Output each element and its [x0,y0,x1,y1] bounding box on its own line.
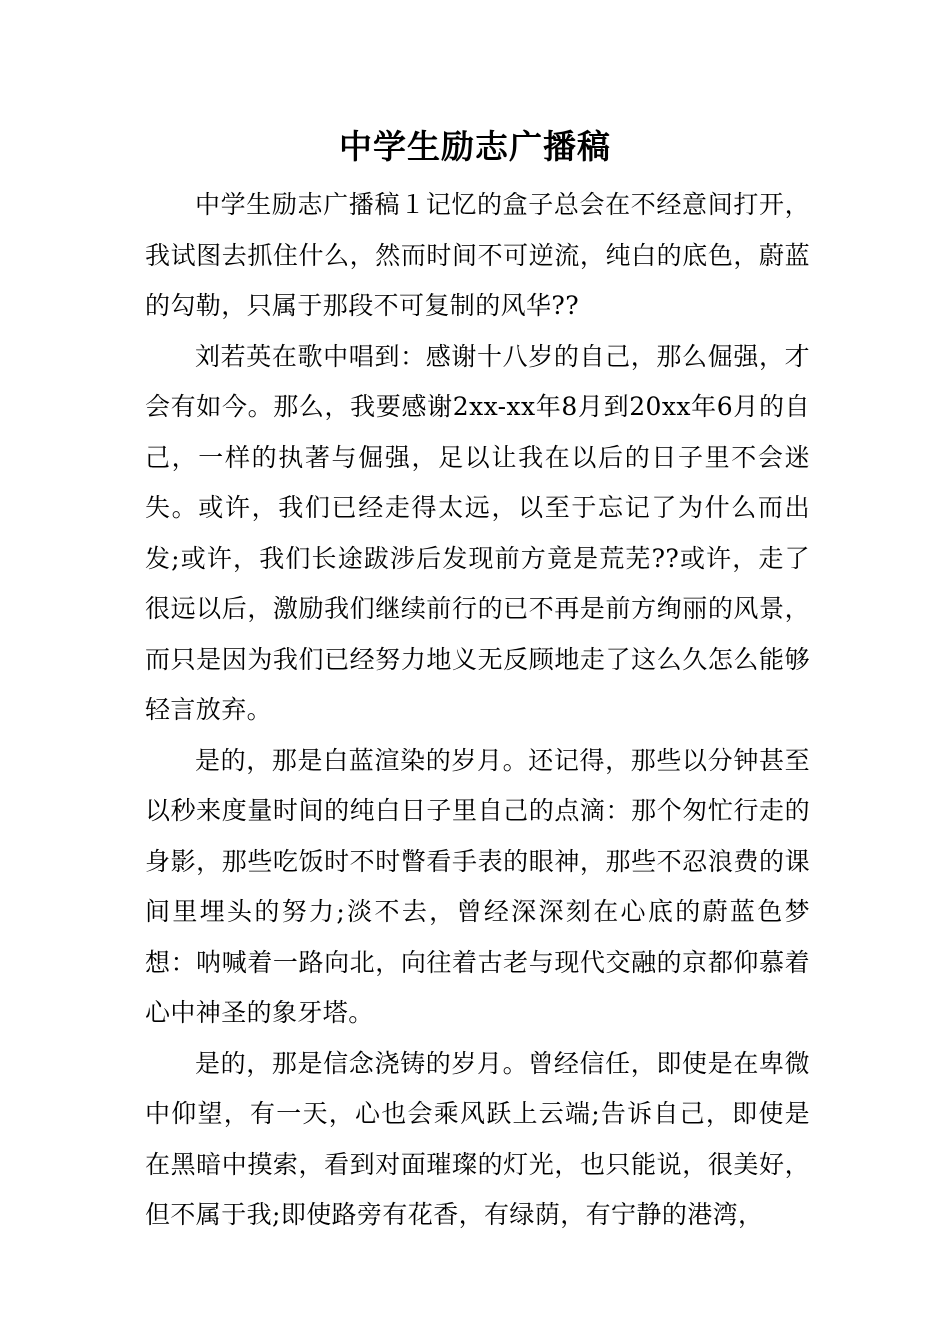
document-body [145,180,810,1241]
paragraph: 中学生励志广播稿１记忆的盒子总会在不经意间打开，我试图去抓住什么，然而时间不可逆流，纯白的底色，蔚蓝的勾勒，只属于那段不可复制的风华?? [145,190,810,320]
paragraph: 是的，那是信念浇铸的岁月。曾经信任，即使是在卑微中仰望，有一天，心也会乘风跃上云端;告诉自己，即使是在黑暗中摸索，看到对面璀璨的灯光，也只能说，很美好，但不属于我;即使路旁有花香，有绿荫，有宁静的港湾， [145,1048,810,1229]
document-title: 中学生励志广播稿 [339,127,611,166]
paragraph: 刘若英在歌中唱到：感谢十八岁的自己，那么倔强，才会有如今。那么，我要感谢2xx-xx年8月到20xx年6月的自己，一样的执著与倔强，足以让我在以后的日子里不会迷失。或许，我们已经走得太远，以至于忘记了为什么而出发;或许，我们长途跋涉后发现前方竟是荒芜??或许，走了很远以后，激励我们继续前行的已不再是前方绚丽的风景，而只是因为我们已经努力地义无反顾地走了这么久怎么能够轻言放弃。 [145,341,810,724]
paragraph: 是的，那是白蓝渲染的岁月。还记得，那些以分钟甚至以秒来度量时间的纯白日子里自己的点滴：那个匆忙行走的身影，那些吃饭时不时瞥看手表的眼神，那些不忍浪费的课间里埋头的努力;淡不去，曾经深深刻在心底的蔚蓝色梦想：呐喊着一路向北，向往着古老与现代交融的京都仰慕着心中神圣的象牙塔。 [145,745,810,1027]
